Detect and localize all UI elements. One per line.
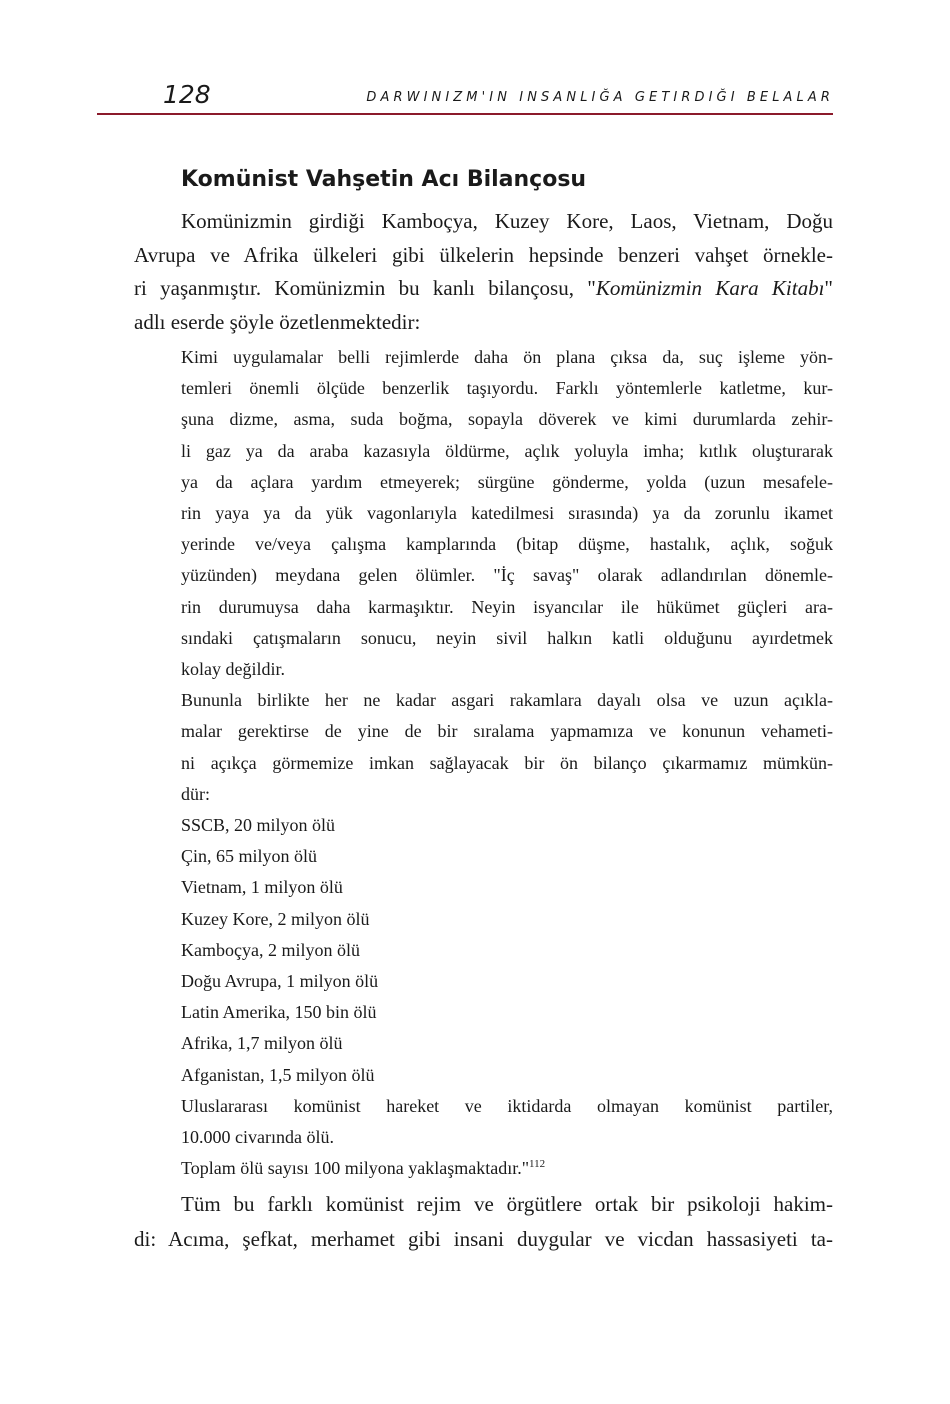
book-title: Komünizmin Kara Kitabı: [595, 276, 825, 300]
intro-line-3-text: ri yaşanmıştır. Komünizmin bu kanlı bilançosu, ": [134, 276, 596, 300]
header-rule: [97, 113, 833, 115]
intro-line-3: [134, 271, 833, 305]
casualty-list-item: Çin, 65 milyon ölü: [181, 846, 318, 866]
running-head: DARWINIZM'IN INSANLIĞA GETIRDIĞI BELALAR: [366, 90, 834, 105]
intro-line-1: Komünizmin girdiği Kamboçya, Kuzey Kore, Laos, Vietnam, Doğu: [181, 209, 833, 233]
quote-line: sındaki çatışmaların sonucu, neyin sivil halkın katli olduğunu ayırdetmek: [181, 628, 833, 648]
footnote-ref: 112: [529, 1158, 546, 1170]
quote-line: dür:: [181, 784, 210, 804]
page-number: 128: [163, 80, 211, 109]
total-text: Toplam ölü sayısı 100 milyona yaklaşmaktadır.": [181, 1158, 530, 1178]
quote-line: şuna dizme, asma, suda boğma, sopayla döverek ve kimi durumlarda zehir-: [181, 409, 833, 429]
quote-line: rin durumuysa daha karmaşıktır. Neyin isyancılar ile hükümet güçleri ara-: [181, 597, 833, 617]
total-line: [181, 1153, 545, 1184]
quote-line: Kimi uygulamalar belli rejimlerde daha ön plana çıksa da, suç işleme yön-: [181, 347, 833, 367]
intro-line-4: adlı eserde şöyle özetlenmektedir:: [134, 310, 421, 334]
section-title: Komünist Vahşetin Acı Bilançosu: [181, 167, 587, 192]
closing-line-2: di: Acıma, şefkat, merhamet gibi insani duygular ve vicdan hassasiyeti ta-: [134, 1227, 833, 1251]
quote-line: kolay değildir.: [181, 659, 285, 679]
casualty-list-item: SSCB, 20 milyon ölü: [181, 815, 336, 835]
casualty-list-item: Latin Amerika, 150 bin ölü: [181, 1002, 377, 1022]
quote-line: yüzünden) meydana gelen ölümler. "İç savaş" olarak adlandırılan dönemle-: [181, 565, 833, 585]
casualty-list-item: Afrika, 1,7 milyon ölü: [181, 1033, 343, 1053]
intro-line-3-quote: ": [824, 276, 833, 300]
quote-line: ya da açlara yardım etmeyerek; sürgüne gönderme, yolda (uzun mesafele-: [181, 472, 833, 492]
quote-line: ni açıkça görmemize imkan sağlayacak bir ön bilanço çıkarmamız mümkün-: [181, 753, 833, 773]
casualty-list-item: Afganistan, 1,5 milyon ölü: [181, 1065, 375, 1085]
quote-line: malar gerektirse de yine de bir sıralama yapmamıza ve konunun vehameti-: [181, 721, 833, 741]
quote-line: li gaz ya da araba kazasıyla öldürme, açlık yoluyla imha; kıtlık oluşturarak: [181, 441, 833, 461]
quote-line: Uluslararası komünist hareket ve iktidarda olmayan komünist partiler,: [181, 1096, 833, 1116]
casualty-list-item: Doğu Avrupa, 1 milyon ölü: [181, 971, 379, 991]
quote-line: yerinde ve/veya çalışma kamplarında (bitap düşme, hastalık, açlık, soğuk: [181, 534, 833, 554]
casualty-list-item: Vietnam, 1 milyon ölü: [181, 877, 343, 897]
quote-line: Bununla birlikte her ne kadar asgari rakamlara dayalı olsa ve uzun açıkla-: [181, 690, 833, 710]
intro-line-2: Avrupa ve Afrika ülkeleri gibi ülkelerin hepsinde benzeri vahşet örnekle-: [134, 243, 833, 267]
quote-line: temleri önemli ölçüde benzerlik taşıyordu. Farklı yöntemlerle katletme, kur-: [181, 378, 833, 398]
closing-line-1: Tüm bu farklı komünist rejim ve örgütlere ortak bir psikoloji hakim-: [181, 1192, 833, 1216]
casualty-list-item: Kamboçya, 2 milyon ölü: [181, 940, 360, 960]
quote-line: rin yaya ya da yük vagonlarıyla katedilmesi sırasında) ya da zorunlu ikamet: [181, 503, 833, 523]
casualty-list-item: Kuzey Kore, 2 milyon ölü: [181, 909, 370, 929]
quote-line: 10.000 civarında ölü.: [181, 1127, 334, 1147]
